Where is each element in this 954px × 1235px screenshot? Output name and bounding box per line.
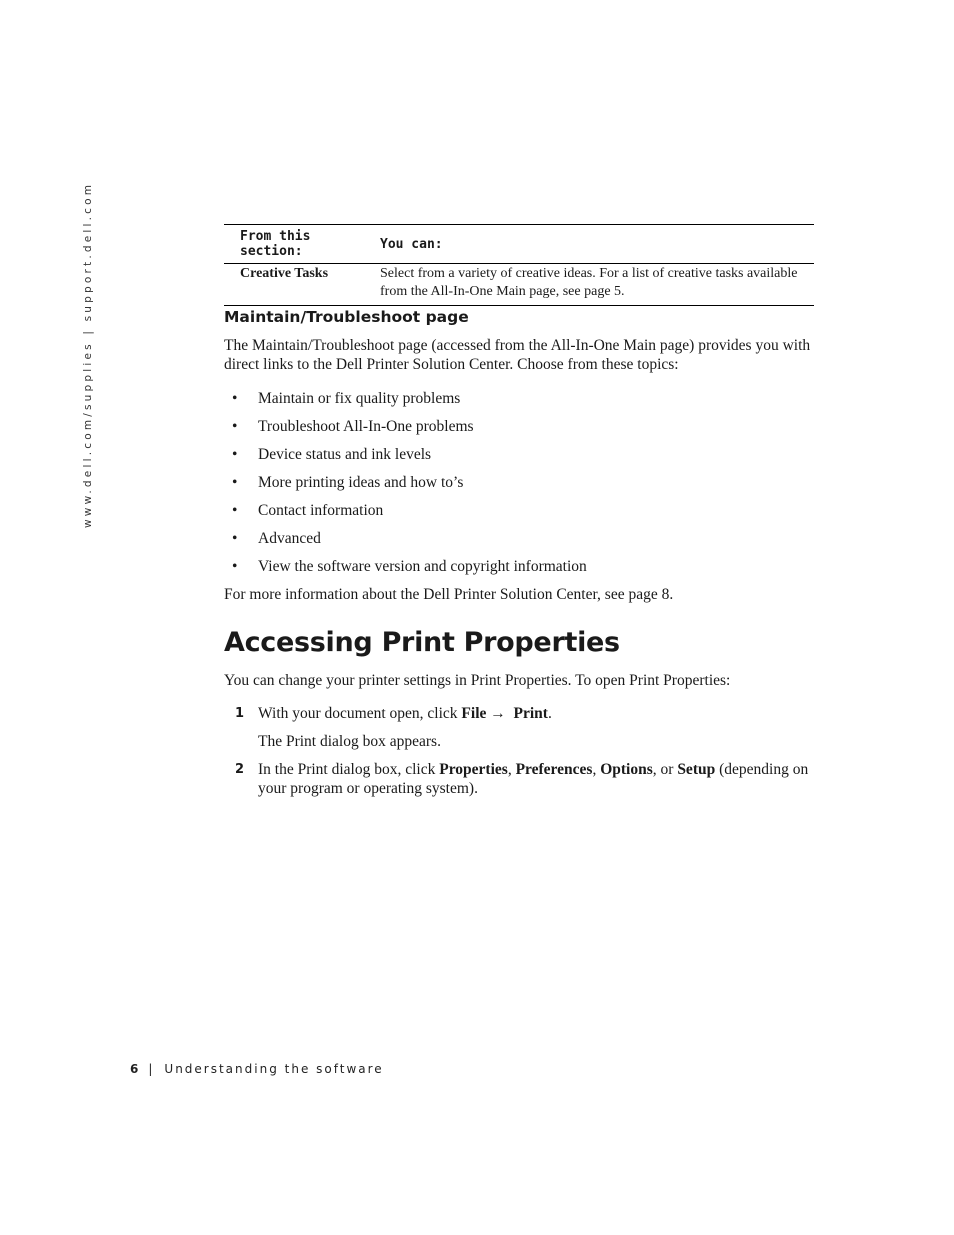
preferences-ref: Preferences	[515, 761, 593, 778]
section-table	[224, 224, 814, 306]
table-row	[224, 264, 814, 306]
arrow-icon: →	[490, 705, 506, 722]
page-number: 6	[130, 1062, 139, 1076]
table-cell-section: Creative Tasks	[224, 264, 364, 306]
step-number-2: 2	[235, 762, 245, 777]
table-header-you-can: You can:	[364, 225, 814, 264]
list-item-text: Troubleshoot All-In-One problems	[258, 418, 474, 435]
bullet-icon: •	[232, 418, 238, 435]
print-properties-heading: Accessing Print Properties	[224, 627, 620, 658]
maintain-intro: The Maintain/Troubleshoot page (accessed from the All-In-One Main page) provides you with direct links to the Dell Printer Solution Center. Choose from these topics:	[224, 337, 811, 373]
list-item	[232, 417, 474, 436]
page-footer	[130, 1062, 384, 1076]
step-2-text: In the Print dialog box, click Properties, Preferences, Options, or Setup (depending on your program or operating system).	[258, 761, 809, 797]
print-menu-ref: Print	[513, 705, 548, 722]
list-item	[232, 501, 383, 520]
bullet-icon: •	[232, 390, 238, 407]
footer-title: Understanding the software	[164, 1062, 384, 1076]
setup-ref: Setup	[677, 761, 716, 778]
print-properties-intro: You can change your printer settings in Print Properties. To open Print Properties:	[224, 672, 731, 689]
list-item-text: Maintain or fix quality problems	[258, 390, 461, 407]
footer-separator: |	[148, 1062, 153, 1076]
table-header-section: From this section:	[224, 225, 364, 264]
list-item-text: View the software version and copyright information	[258, 558, 587, 575]
options-ref: Options	[600, 761, 653, 778]
file-menu-ref: File	[461, 705, 487, 722]
table-cell-description: Select from a variety of creative ideas. For a list of creative tasks available from the All-In-One Main page, see page 5.	[364, 264, 814, 306]
step-1-result: The Print dialog box appears.	[258, 733, 441, 750]
bullet-icon: •	[232, 558, 238, 575]
list-item-text: Advanced	[258, 530, 321, 547]
list-item-text: Contact information	[258, 502, 384, 519]
list-item	[232, 473, 463, 492]
properties-ref: Properties	[439, 761, 508, 778]
list-item-text: More printing ideas and how to’s	[258, 474, 464, 491]
table-header-row	[224, 225, 814, 264]
bullet-icon: •	[232, 530, 238, 547]
side-url: www.dell.com/supplies | support.dell.com	[82, 181, 94, 528]
maintain-heading: Maintain/Troubleshoot page	[224, 308, 469, 326]
bullet-icon: •	[232, 446, 238, 463]
list-item	[232, 557, 587, 576]
bullet-icon: •	[232, 474, 238, 491]
list-item	[232, 445, 431, 464]
step-1-text: With your document open, click File → Print.	[258, 705, 552, 722]
list-item	[232, 389, 460, 408]
bullet-icon: •	[232, 502, 238, 519]
more-info-text: For more information about the Dell Printer Solution Center, see page 8.	[224, 586, 674, 603]
list-item	[232, 529, 321, 548]
list-item-text: Device status and ink levels	[258, 446, 432, 463]
step-number-1: 1	[235, 706, 245, 721]
